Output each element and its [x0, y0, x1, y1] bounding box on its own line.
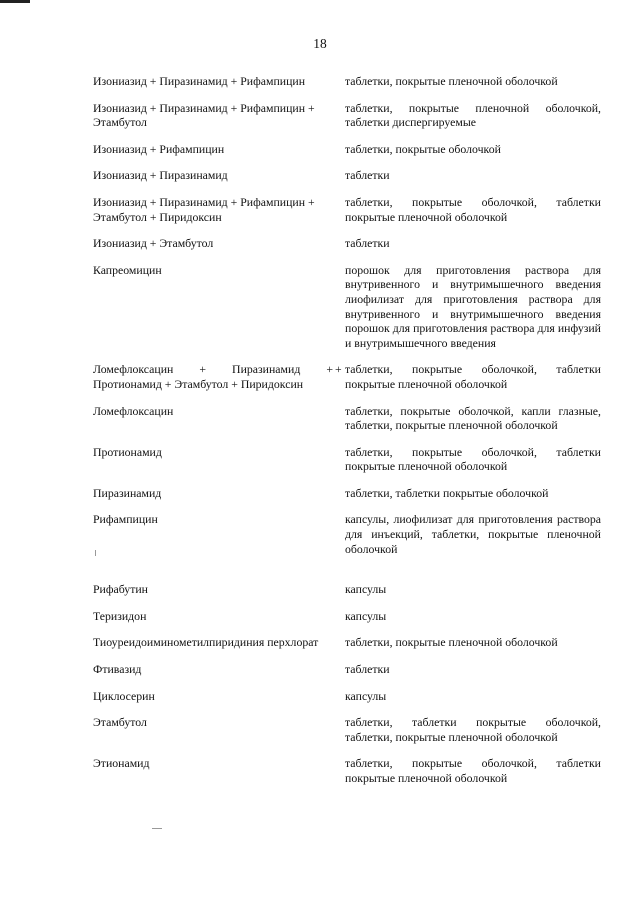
dosage-forms: таблетки, покрытые пленочной оболочкой [345, 635, 558, 650]
drug-name: Изониазид + Рифампицин [93, 141, 225, 156]
table-row [93, 715, 601, 744]
drug-name: Ломефлоксацин [93, 403, 174, 418]
table-row [93, 609, 601, 624]
scan-corner-mark [0, 0, 30, 3]
dosage-forms: таблетки, покрытые оболочкой, таблетки покрытые пленочной оболочкой [345, 756, 601, 785]
drug-name: Этамбутол [93, 715, 147, 730]
table-row [93, 142, 601, 157]
continuation-plus: + [335, 362, 342, 377]
drug-name: Протионамид [93, 444, 162, 459]
drug-name: Изониазид + Пиразинамид [93, 168, 228, 183]
drug-name: Пиразинамид [93, 485, 162, 500]
table-row [93, 263, 601, 351]
scan-speck [95, 550, 96, 556]
drug-name: Теризидон [93, 608, 147, 623]
dosage-forms: таблетки, покрытые пленочной оболочкой [345, 74, 558, 88]
drug-forms-table [93, 74, 601, 786]
drug-name: Изониазид + Пиразинамид + Рифампицин [93, 74, 306, 88]
table-row [93, 168, 601, 183]
dosage-forms: таблетки, покрытые оболочкой, таблетки покрытые пленочной оболочкой [345, 194, 601, 224]
dosage-forms: таблетки, таблетки покрытые оболочкой [345, 485, 549, 500]
table-row [93, 74, 601, 89]
dosage-forms: таблетки [345, 662, 390, 677]
dosage-forms: таблетки, покрытые оболочкой, таблетки покрытые пленочной оболочкой [345, 362, 601, 391]
drug-name: Рифампицин [93, 512, 158, 527]
page-number: 18 [313, 36, 327, 51]
dosage-forms: капсулы [345, 688, 387, 703]
drug-name: Фтивазид [93, 662, 142, 677]
table-row [93, 756, 601, 785]
dosage-forms: капсулы [345, 582, 387, 597]
table-row [93, 236, 601, 251]
table-row [93, 689, 601, 704]
dosage-forms: капсулы, лиофилизат для приготовления раствора для инъекций, таблетки, покрытые пленочной оболочкой [345, 512, 601, 556]
table-row [93, 445, 601, 474]
drug-name: Рифабутин [93, 582, 148, 597]
table-row [93, 101, 601, 130]
dosage-forms: таблетки, покрытые пленочной оболочкой, таблетки диспергируемые [345, 100, 601, 130]
dosage-forms: порошок для приготовления раствора для внутривенного и внутримышечного введения лиофилизат для приготовления раствора для внутривенного и внутримышечного введения порошок для приготовления раствора для инфузий и внутримышечного введения [345, 262, 601, 350]
drug-name: Ломефлоксацин + Пиразинамид + Протионамид + Этамбутол + Пиридоксин [93, 362, 333, 391]
scan-speck [152, 828, 162, 829]
table-row [93, 582, 601, 597]
table-row [93, 404, 601, 433]
table-row [93, 195, 601, 224]
dosage-forms: таблетки [345, 236, 390, 251]
drug-name: Циклосерин [93, 688, 155, 703]
dosage-forms: таблетки, покрытые оболочкой, капли глазные, таблетки, покрытые пленочной оболочкой [345, 403, 601, 433]
drug-name: Этионамид [93, 756, 150, 771]
table-row [93, 662, 601, 677]
dosage-forms: таблетки, таблетки покрытые оболочкой, таблетки, покрытые пленочной оболочкой [345, 715, 601, 744]
drug-name: Капреомицин [93, 262, 162, 277]
table-row [93, 635, 601, 650]
table-row [93, 486, 601, 501]
drug-name: Изониазид + Этамбутол [93, 236, 214, 251]
drug-name: Изониазид + Пиразинамид + Рифампицин + Этамбутол + Пиридоксин [93, 194, 315, 224]
table-row [93, 362, 601, 391]
dosage-forms: таблетки, покрытые оболочкой, таблетки покрытые пленочной оболочкой [345, 444, 601, 474]
dosage-forms: капсулы [345, 608, 387, 623]
drug-name: Тиоуреидоиминометилпиридиния перхлорат [93, 635, 319, 650]
dosage-forms: таблетки, покрытые оболочкой [345, 141, 501, 156]
drug-name: Изониазид + Пиразинамид + Рифампицин + Этамбутол [93, 100, 315, 130]
dosage-forms: таблетки [345, 168, 390, 183]
table-row [93, 512, 601, 556]
